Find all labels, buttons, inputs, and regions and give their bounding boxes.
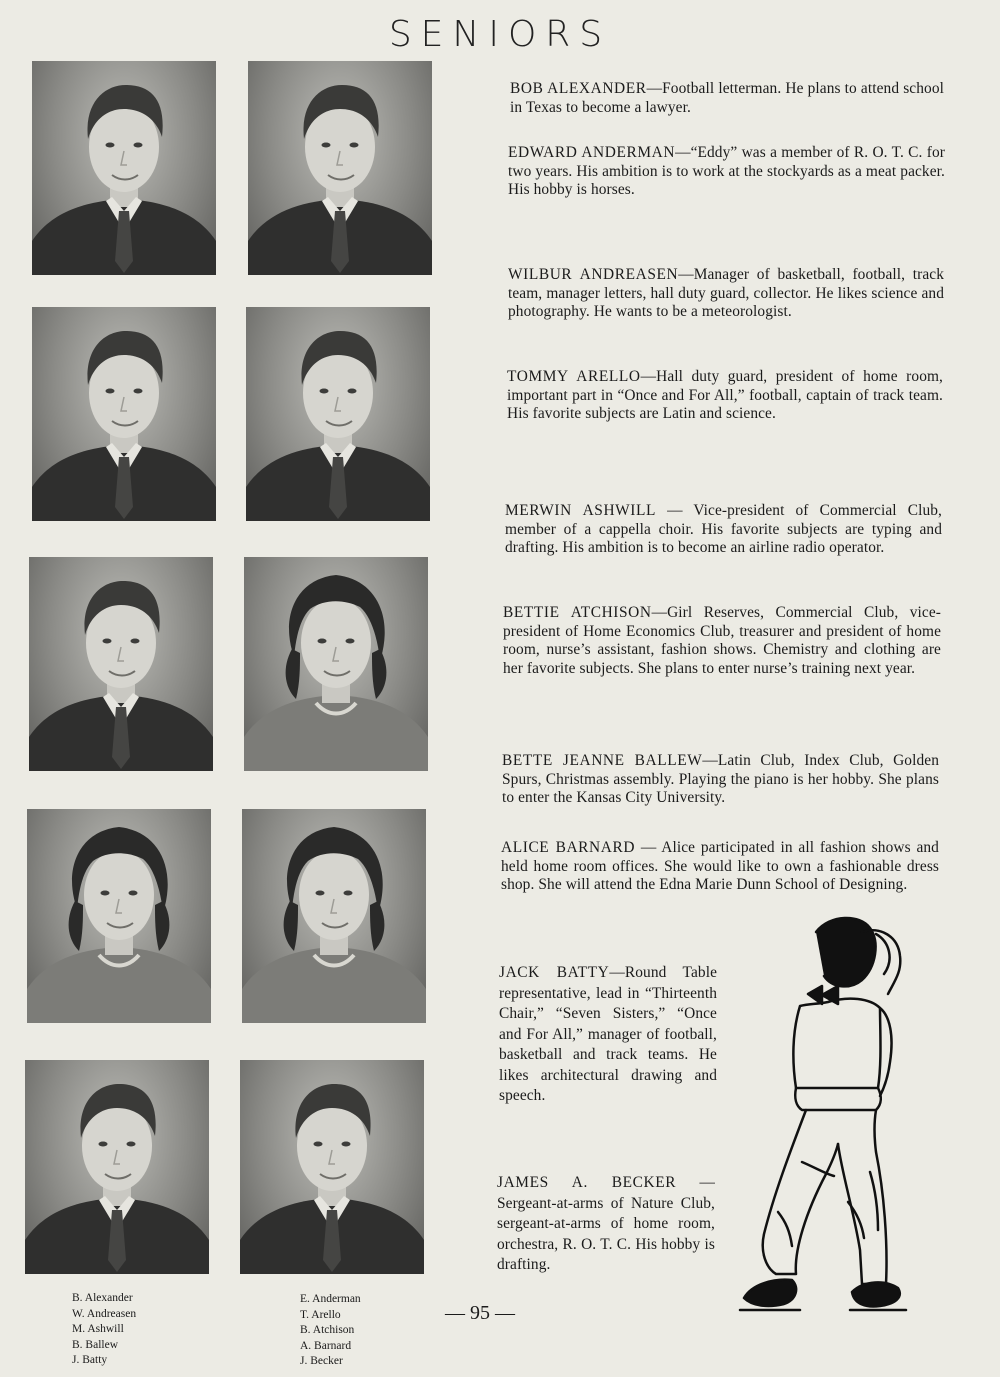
bio-name: EDWARD ANDERMAN [508,144,676,161]
portrait-a-barnard [242,809,426,1023]
caption-item: A. Barnard [300,1339,352,1352]
portrait-silhouette [246,307,430,521]
bio-name: JACK BATTY [499,964,610,981]
bio-text: Manager of basketball, football, track team, manager letters, hall duty guard, collector. He likes science and photography. He wants to be a meteorologist. [508,266,944,320]
portrait-m-ashwill [29,557,213,771]
bio-name: BETTIE ATCHISON [503,604,652,621]
page-title: SENIORS [388,14,612,55]
bio-merwin-ashwill: MERWIN ASHWILL — Vice-president of Commercial Club, member of a cappella choir. His favorite subjects are typing and drafting. His ambition is to become an airline radio operator. [505,502,942,556]
portrait-b-alexander [32,61,216,275]
portrait-j-batty [25,1060,209,1274]
page-number: — 95 — [445,1302,515,1324]
portrait-t-arello [246,307,430,521]
bio-name: TOMMY ARELLO [507,368,641,385]
portrait-j-becker [240,1060,424,1274]
caption-item: B. Atchison [300,1324,355,1336]
caption-item: J. Becker [300,1355,343,1367]
bio-name: WILBUR ANDREASEN [508,266,679,283]
portrait-w-andreasen [32,307,216,521]
caption-item: B. Alexander [72,1292,133,1304]
portrait-silhouette [244,557,428,771]
bio-text: Vice-president of Commercial Club, member of a cappella choir. His favorite subjects are typing and drafting. His ambition is to become an airline radio operator. [505,502,942,556]
bio-name: BETTE JEANNE BALLEW [502,752,703,769]
bio-edward-anderman: EDWARD ANDERMAN—“Eddy” was a member of R. O. T. C. for two years. His ambition is to work at the stockyards as a meat packer. His hobby is horses. [508,144,945,198]
bio-name: JAMES A. BECKER [497,1174,677,1191]
bio-text: Football letterman. He plans to attend school in Texas to become a lawyer. [510,80,944,116]
bio-alice-barnard: ALICE BARNARD — Alice participated in all fashion shows and held home room offices. She would like to own a fashionable dress shop. She will attend the Edna Marie Dunn School of Designing. [501,839,939,893]
portrait-e-anderman [248,61,432,275]
caption-item: B. Ballew [72,1338,118,1351]
bio-tommy-arello: TOMMY ARELLO—Hall duty guard, president of home room, important part in “Once and For All,” football, captain of track team. His favorite subjects are Latin and science. [507,368,944,422]
portrait-silhouette [240,1060,424,1274]
bio-text: Girl Reserves, Commercial Club, vice-president of Home Economics Club, treasurer and president of home room, nurse’s assistant, fashion shows. Chemistry and clothing are her favorite subjects. She plans to enter nurse’s training next year. [503,604,941,677]
bio-name: BOB ALEXANDER [510,80,647,97]
portrait-silhouette [32,61,216,275]
portrait-silhouette [29,557,213,771]
portrait-b-ballew [27,809,211,1023]
bio-text: Latin Club, Index Club, Golden Spurs, Christmas assembly. Playing the piano is her hobby. She plans to enter the Kansas City University. [502,752,940,806]
bio-text: Alice participated in all fashion shows and held home room offices. She would like to own a fashionable dress shop. She will attend the Edna Marie Dunn School of Designing. [501,839,939,893]
bio-james-becker: JAMES A. BECKER — Sergeant-at-arms of Nature Club, sergeant-at-arms of home room, orchestra, R. O. T. C. His hobby is drafting. [497,1174,715,1273]
bio-wilbur-andreasen: WILBUR ANDREASEN—Manager of basketball, football, track team, manager letters, hall duty guard, collector. He likes science and photography. He wants to be a meteorologist. [508,266,944,320]
bio-bettie-atchison: BETTIE ATCHISON—Girl Reserves, Commercial Club, vice-president of Home Economics Club, treasurer and president of home room, nurse’s assistant, fashion shows. Chemistry and clothing are her favorite subjects. She plans to enter nurse’s training next year. [503,604,941,677]
portrait-silhouette [25,1060,209,1274]
bio-text: Hall duty guard, president of home room, important part in “Once and For All,” football, captain of track team. His favorite subjects are Latin and science. [507,368,944,422]
caption-list-right [300,1292,361,1370]
caption-item: J. Batty [72,1354,108,1366]
portrait-silhouette [248,61,432,275]
bio-jack-batty: JACK BATTY—Round Table representative, lead in “Thirteenth Chair,” “Seven Sisters,” “Once and For All,” manager of football, basketball and track teams. He likes architectural drawing and speech. [499,964,717,1104]
caption-list-left [72,1291,136,1369]
caption-item: W. Andreasen [72,1307,137,1320]
bio-name: MERWIN ASHWILL [505,502,657,519]
bio-text: Sergeant-at-arms of Nature Club, sergeant-at-arms of home room, orchestra, R. O. T. C. His hobby is drafting. [497,1194,715,1273]
caption-item: T. Arello [300,1308,341,1321]
bio-text: “Eddy” was a member of R. O. T. C. for two years. His ambition is to work at the stockyards as a meat packer. His hobby is horses. [508,144,945,198]
portrait-silhouette [242,809,426,1023]
bio-name: ALICE BARNARD [501,839,636,856]
bio-bette-jeanne-ballew: BETTE JEANNE BALLEW—Latin Club, Index Club, Golden Spurs, Christmas assembly. Playing the piano is her hobby. She plans to enter the Kansas City University. [502,752,940,806]
portrait-silhouette [27,809,211,1023]
caption-item: M. Ashwill [72,1323,124,1335]
bio-text: Round Table representative, lead in “Thirteenth Chair,” “Seven Sisters,” “Once and For All,” manager of football, basketball and track teams. He likes architectural drawing and speech. [499,964,717,1104]
caption-item: E. Anderman [300,1293,361,1305]
portrait-silhouette [32,307,216,521]
portrait-b-atchison [244,557,428,771]
student-sketch-illustration [730,912,960,1324]
bio-bob-alexander: BOB ALEXANDER—Football letterman. He plans to attend school in Texas to become a lawyer. [510,80,944,116]
